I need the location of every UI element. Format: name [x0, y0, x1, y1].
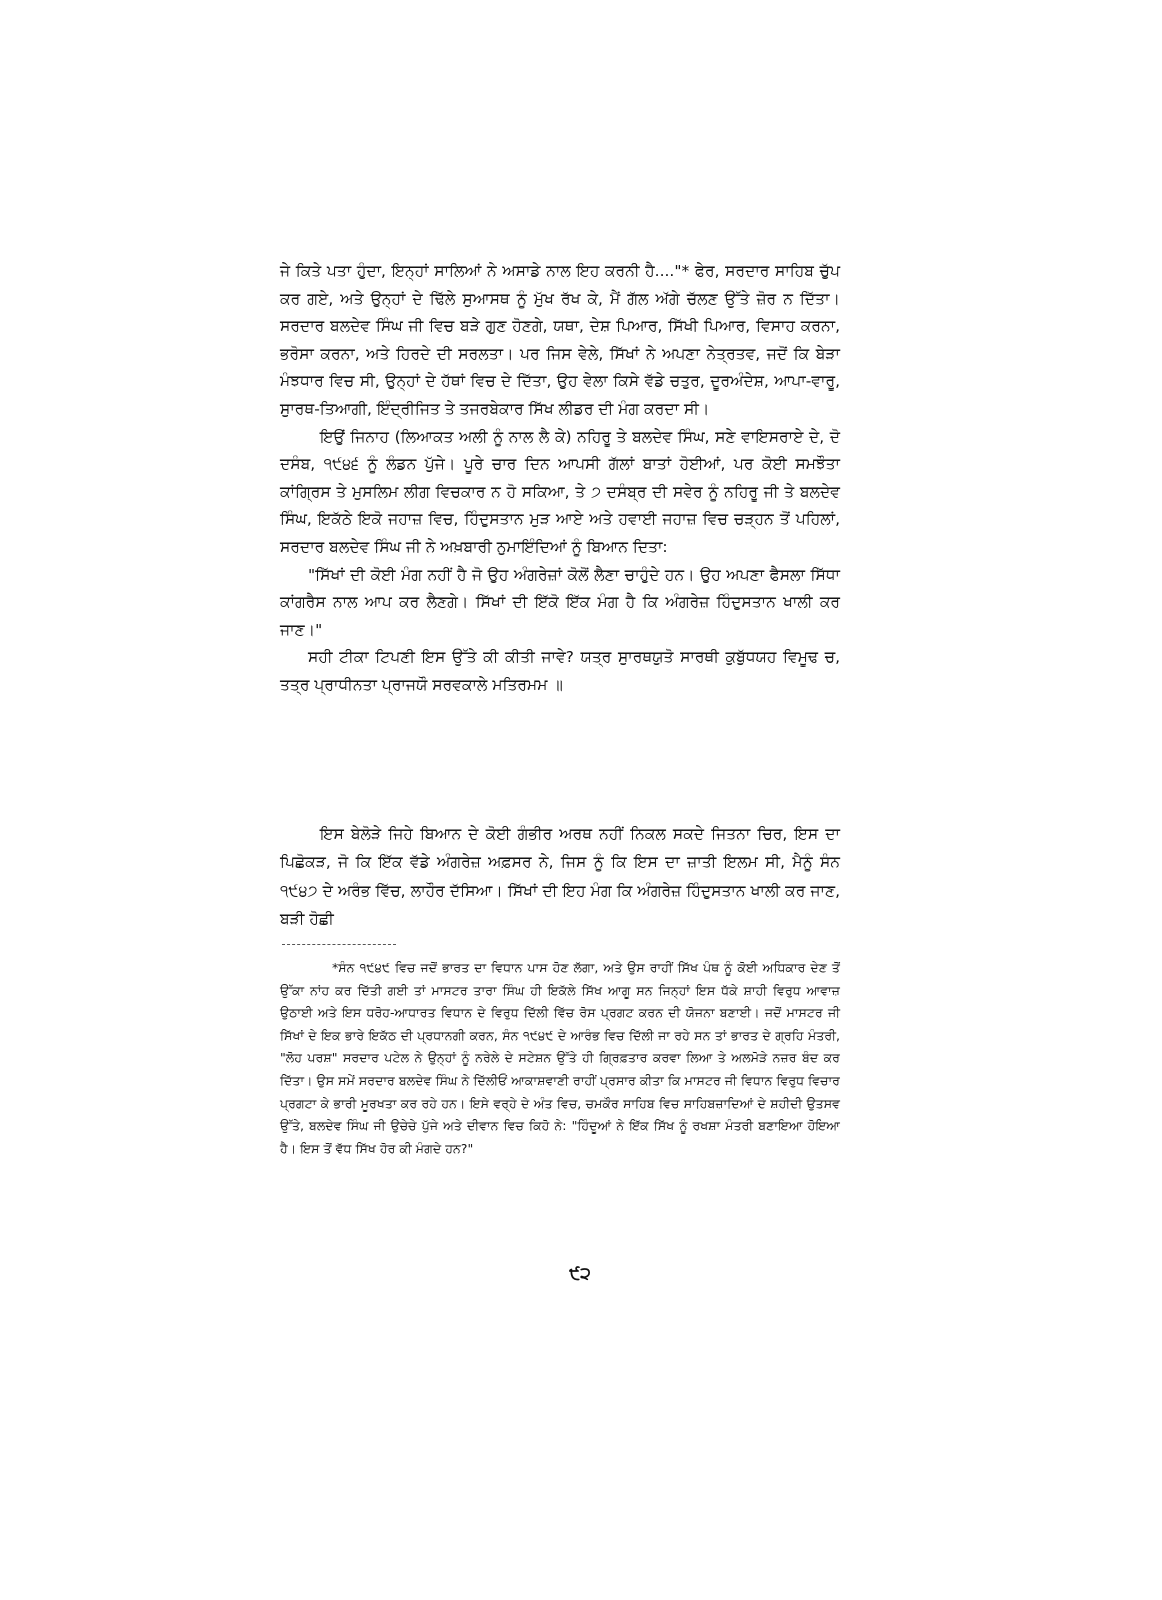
page-number: ੯੨: [569, 1264, 591, 1284]
paragraph-5: ਇਸ ਬੇਲੋੜੇ ਜਿਹੇ ਬਿਆਨ ਦੇ ਕੋਈ ਗੰਭੀਰ ਅਰਥ ਨਹੀਂ ਨਿਕਲ ਸਕਦੇ ਜਿਤਨਾ ਚਿਰ, ਇਸ ਦਾ ਪਿਛੋਕੜ, ਜੋ ਕਿ ਇੱਕ ਵੱਡੇ ਅੰਗਰੇਜ਼ ਅਫ਼ਸਰ ਨੇ, ਜਿਸ ਨੂੰ ਕਿ ਇਸ ਦਾ ਜ਼ਾਤੀ ਇਲਮ ਸੀ, ਮੈਨੂੰ ਸੰਨ ੧੯੪੭ ਦੇ ਅਰੰਭ ਵਿੱਚ, ਲਾਹੌਰ ਦੱਸਿਆ। ਸਿੱਖਾਂ ਦੀ ਇਹ ਮੰਗ ਕਿ ਅੰਗਰੇਜ਼ ਹਿੰਦੁਸਤਾਨ ਖਾਲੀ ਕਰ ਜਾਣ, ਬੜੀ ਹੋਛੀ: [280, 825, 840, 929]
main-text-top: [280, 258, 840, 700]
footnote: [280, 957, 840, 1160]
footnote-text: *ਸੰਨ ੧੯੪੯ ਵਿਚ ਜਦੋਂ ਭਾਰਤ ਦਾ ਵਿਧਾਨ ਪਾਸ ਹੋਣ ਲੱਗਾ, ਅਤੇ ਉਸ ਰਾਹੀਂ ਸਿੱਖ ਪੰਥ ਨੂੰ ਕੋਈ ਅਧਿਕਾਰ ਦੇਣ ਤੋਂ ਉੱਕਾ ਨਾਂਹ ਕਰ ਦਿੱਤੀ ਗਈ ਤਾਂ ਮਾਸਟਰ ਤਾਰਾ ਸਿੰਘ ਹੀ ਇਕੱਲੇ ਸਿੱਖ ਆਗੂ ਸਨ ਜਿਨ੍ਹਾਂ ਇਸ ਧੱਕੇ ਸ਼ਾਹੀ ਵਿਰੁਧ ਆਵਾਜ਼ ਉਠਾਈ ਅਤੇ ਇਸ ਧਰੋਹ-ਆਧਾਰਤ ਵਿਧਾਨ ਦੇ ਵਿਰੁਧ ਦਿੱਲੀ ਵਿੱਚ ਰੋਸ ਪ੍ਰਗਟ ਕਰਨ ਦੀ ਯੋਜਨਾ ਬਣਾਈ। ਜਦੋਂ ਮਾਸਟਰ ਜੀ ਸਿੱਖਾਂ ਦੇ ਇਕ ਭਾਰੇ ਇਕੱਠ ਦੀ ਪ੍ਰਧਾਨਗੀ ਕਰਨ, ਸੰਨ ੧੯੪੯ ਦੇ ਆਰੰਭ ਵਿਚ ਦਿੱਲੀ ਜਾ ਰਹੇ ਸਨ ਤਾਂ ਭਾਰਤ ਦੇ ਗ੍ਰਹਿ ਮੰਤਰੀ, "ਲੋਹ ਪਰਸ਼" ਸਰਦਾਰ ਪਟੇਲ ਨੇ ਉਨ੍ਹਾਂ ਨੂੰ ਨਰੇਲੇ ਦੇ ਸਟੇਸ਼ਨ ਉੱਤੇ ਹੀ ਗ੍ਰਿਫ਼ਤਾਰ ਕਰਵਾ ਲਿਆ ਤੇ ਅਲਮੋੜੇ ਨਜ਼ਰ ਬੰਦ ਕਰ ਦਿੱਤਾ। ਉਸ ਸਮੇਂ ਸਰਦਾਰ ਬਲਦੇਵ ਸਿੰਘ ਨੇ ਦਿੱਲੀਓਂ ਆਕਾਸ਼ਵਾਣੀ ਰਾਹੀਂ ਪ੍ਰਸਾਰ ਕੀਤਾ ਕਿ ਮਾਸਟਰ ਜੀ ਵਿਧਾਨ ਵਿਰੁਧ ਵਿਚਾਰ ਪ੍ਰਗਟਾ ਕੇ ਭਾਰੀ ਮੂਰਖਤਾ ਕਰ ਰਹੇ ਹਨ। ਇਸੇ ਵਰ੍ਹੇ ਦੇ ਅੰਤ ਵਿਚ, ਚਮਕੌਰ ਸਾਹਿਬ ਵਿਚ ਸਾਹਿਬਜ਼ਾਦਿਆਂ ਦੇ ਸ਼ਹੀਦੀ ਉਤਸਵ ਉੱਤੇ, ਬਲਦੇਵ ਸਿੰਘ ਜੀ ਉਚੇਚੇ ਪੁੱਜੇ ਅਤੇ ਦੀਵਾਨ ਵਿਚ ਕਿਹੋ ਨੇ: "ਹਿੰਦੂਆਂ ਨੇ ਇੱਕ ਸਿੱਖ ਨੂੰ ਰਖਸ਼ਾ ਮੰਤਰੀ ਬਣਾਇਆ ਹੋਇਆ ਹੈ। ਇਸ ਤੋਂ ਵੱਧ ਸਿੱਖ ਹੋਰ ਕੀ ਮੰਗਦੇ ਹਨ?": [280, 960, 840, 1156]
commentary-paragraph: ਸਹੀ ਟੀਕਾ ਟਿਪਣੀ ਇਸ ਉੱਤੇ ਕੀ ਕੀਤੀ ਜਾਵੇ? ਯਤ੍ਰ ਸੁਾਰਥਯੁਤੋ ਸਾਰਥੀ ਕੁਬੁੱਧਯਹ ਵਿਮੂਢ ਚ, ਤਤ੍ਰ ਪ੍ਰਾਧੀਨਤਾ ਪ੍ਰਾਜਯੌ ਸਰਵਕਾਲੇ ਮਤਿਰਮਮ ॥: [280, 648, 840, 694]
main-text-bottom: [280, 820, 840, 934]
paragraph-2: ਇਉਂ ਜਿਨਾਹ (ਲਿਆਕਤ ਅਲੀ ਨੂੰ ਨਾਲ ਲੈ ਕੇ) ਨਹਿਰੂ ਤੇ ਬਲਦੇਵ ਸਿੰਘ, ਸਣੇ ਵਾਇਸਰਾਏ ਦੇ, ਦੋ ਦਸੰਬ, ੧੯੪੬ ਨੂੰ ਲੰਡਨ ਪੁੱਜੇ। ਪੂਰੇ ਚਾਰ ਦਿਨ ਆਪਸੀ ਗੱਲਾਂ ਬਾਤਾਂ ਹੋਈਆਂ, ਪਰ ਕੋਈ ਸਮਝੌਤਾ ਕਾਂਗ੍ਰਿਸ ਤੇ ਮੁਸਲਿਮ ਲੀਗ ਵਿਚਕਾਰ ਨ ਹੋ ਸਕਿਆ, ਤੇ ੭ ਦਸੰਬ੍ਰ ਦੀ ਸਵੇਰ ਨੂੰ ਨਹਿਰੂ ਜੀ ਤੇ ਬਲਦੇਵ ਸਿੰਘ, ਇਕੱਠੇ ਇਕੋ ਜਹਾਜ਼ ਵਿਚ, ਹਿੰਦੁਸਤਾਨ ਮੁੜ ਆਏ ਅਤੇ ਹਵਾਈ ਜਹਾਜ਼ ਵਿਚ ਚੜ੍ਹਨ ਤੋਂ ਪਹਿਲਾਂ, ਸਰਦਾਰ ਬਲਦੇਵ ਸਿੰਘ ਜੀ ਨੇ ਅਖ਼ਬਾਰੀ ਨੁਮਾਇੰਦਿਆਂ ਨੂੰ ਬਿਆਨ ਦਿਤਾ:: [280, 427, 840, 556]
paragraph-1: ਜੇ ਕਿਤੇ ਪਤਾ ਹੁੰਦਾ, ਇਨ੍ਹਾਂ ਸਾਲਿਆਂ ਨੇ ਅਸਾਡੇ ਨਾਲ ਇਹ ਕਰਨੀ ਹੈ...."* ਫੇਰ, ਸਰਦਾਰ ਸਾਹਿਬ ਚੁੱਪ ਕਰ ਗਏ, ਅਤੇ ਉਨ੍ਹਾਂ ਦੇ ਢਿੱਲੇ ਸੁਆਸਥ ਨੂੰ ਮੁੱਖ ਰੱਖ ਕੇ, ਮੈਂ ਗੱਲ ਅੱਗੇ ਚੱਲਣ ਉੱਤੇ ਜ਼ੋਰ ਨ ਦਿੱਤਾ। ਸਰਦਾਰ ਬਲਦੇਵ ਸਿੰਘ ਜੀ ਵਿਚ ਬੜੇ ਗੁਣ ਹੋਣਗੇ, ਯਥਾ, ਦੇਸ਼ ਪਿਆਰ, ਸਿੱਖੀ ਪਿਆਰ, ਵਿਸਾਹ ਕਰਨਾ, ਭਰੋਸਾ ਕਰਨਾ, ਅਤੇ ਹਿਰਦੇ ਦੀ ਸਰਲਤਾ। ਪਰ ਜਿਸ ਵੇਲੇ, ਸਿੱਖਾਂ ਨੇ ਅਪਣਾ ਨੇਤ੍ਰਤਵ, ਜਦੋਂ ਕਿ ਬੇੜਾ ਮੰਝਧਾਰ ਵਿਚ ਸੀ, ਉਨ੍ਹਾਂ ਦੇ ਹੱਥਾਂ ਵਿਚ ਦੇ ਦਿੱਤਾ, ਉਹ ਵੇਲਾ ਕਿਸੇ ਵੱਡੇ ਚਤੁਰ, ਦੂਰਅੰਦੇਸ਼, ਆਪਾ-ਵਾਰੂ, ਸੁਾਰਥ-ਤਿਆਗੀ, ਇੰਦ੍ਰੀਜਿਤ ਤੇ ਤਜਰਬੇਕਾਰ ਸਿੱਖ ਲੀਡਰ ਦੀ ਮੰਗ ਕਰਦਾ ਸੀ।: [280, 262, 840, 418]
footnote-divider: [282, 944, 396, 945]
quote-paragraph: "ਸਿੱਖਾਂ ਦੀ ਕੋਈ ਮੰਗ ਨਹੀਂ ਹੈ ਜੋ ਉਹ ਅੰਗਰੇਜ਼ਾਂ ਕੋਲੋਂ ਲੈਣਾ ਚਾਹੁੰਦੇ ਹਨ। ਉਹ ਅਪਣਾ ਫੈਸਲਾ ਸਿੱਧਾ ਕਾਂਗਰੈਸ ਨਾਲ ਆਪ ਕਰ ਲੈਣਗੇ। ਸਿੱਖਾਂ ਦੀ ਇੱਕੋ ਇੱਕ ਮੰਗ ਹੈ ਕਿ ਅੰਗਰੇਜ਼ ਹਿੰਦੁਸਤਾਨ ਖਾਲੀ ਕਰ ਜਾਣ।": [280, 565, 840, 639]
